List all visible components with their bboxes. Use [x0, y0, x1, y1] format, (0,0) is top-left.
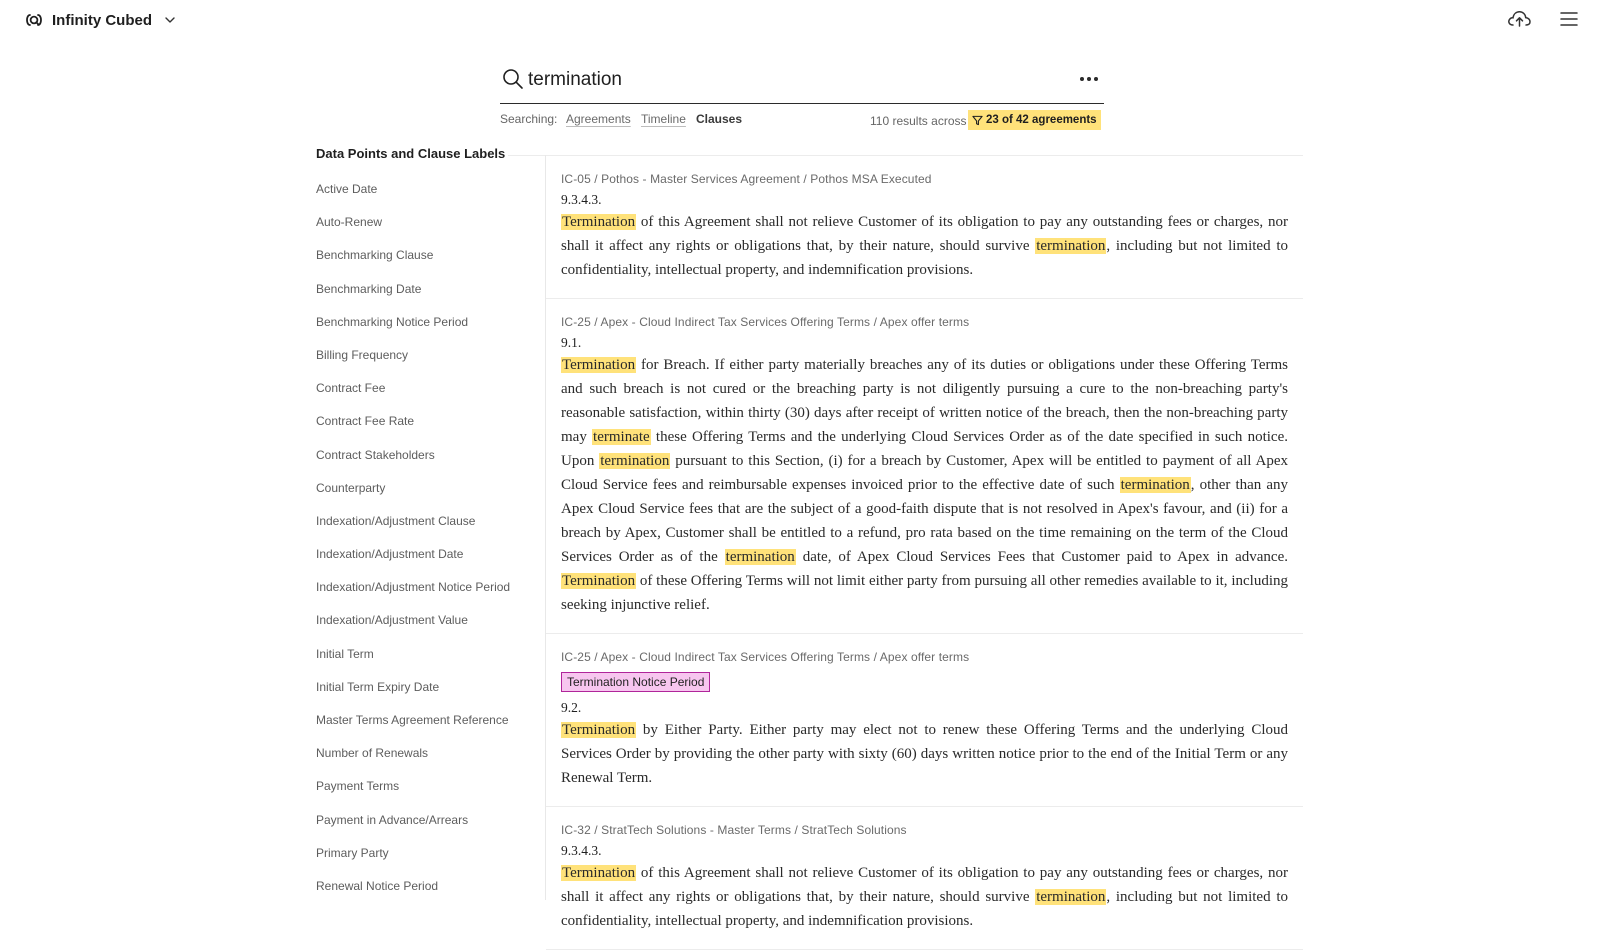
- sidebar-item[interactable]: Indexation/Adjustment Date: [316, 547, 464, 562]
- search-highlight: Termination: [562, 214, 636, 230]
- search-highlight: Termination: [562, 357, 636, 373]
- result-breadcrumb[interactable]: IC-32 / StratTech Solutions - Master Terms / StratTech Solutions: [561, 823, 907, 837]
- sidebar-item[interactable]: Contract Fee Rate: [316, 414, 415, 429]
- search-bar: [500, 62, 1104, 104]
- results-count: 110 results across: [870, 114, 967, 128]
- clause-text-segment: by Either Party. Either party may elect not to renew these Offering Terms and the underlying Cloud Services Order by providing the other party with sixty (60) days written notice prior to the end of the Initial Term or any Renewal Term.: [561, 722, 1288, 786]
- search-highlight: termination: [1120, 477, 1190, 493]
- search-highlight: Termination: [562, 865, 636, 881]
- sidebar-item[interactable]: Renewal Notice Period: [316, 878, 439, 893]
- sidebar-item[interactable]: Auto-Renew: [316, 215, 383, 230]
- search-highlight: termination: [600, 453, 670, 469]
- search-highlight: termination: [725, 549, 795, 565]
- clause-text-segment: of these Offering Terms will not limit either party from pursuing all other remedies available to it, including seeking injunctive relief.: [561, 573, 1288, 613]
- workspace-switcher[interactable]: [24, 10, 176, 30]
- sidebar-item[interactable]: Benchmarking Notice Period: [316, 314, 469, 329]
- search-highlight: Termination: [562, 573, 636, 589]
- sidebar-item[interactable]: Benchmarking Clause: [316, 248, 434, 263]
- clause-number: 9.3.4.3.: [561, 192, 602, 207]
- sidebar-item[interactable]: Indexation/Adjustment Clause: [316, 513, 476, 528]
- clause-text-segment: pursuant to this Section, (i) for a breach by Customer, Apex will be entitled to payment of all Apex Cloud Service fees and reimbursable expenses invoiced prior to the effective date of such: [561, 453, 1288, 493]
- clause-labels-sidebar: [316, 146, 546, 912]
- clause-number: 9.1.: [561, 335, 582, 350]
- search-input[interactable]: [528, 64, 1048, 96]
- result-breadcrumb[interactable]: IC-25 / Apex - Cloud Indirect Tax Services Offering Terms / Apex offer terms: [561, 315, 970, 329]
- sidebar-item[interactable]: Payment in Advance/Arrears: [316, 812, 469, 827]
- clause-text-segment: for Breach. If either party materially breaches any of its duties or obligations under these Offering Terms and such breach is not cured or the breaching party is not diligently pursuing a cure to the non-breaching party's reasonable satisfaction, within thirty (30) days after receipt of written notice of the breach, then the non-breaching party may: [561, 357, 1288, 445]
- clause-number: 9.3.4.3.: [561, 843, 602, 858]
- scope-clauses-link[interactable]: Clauses: [696, 112, 743, 126]
- clause-text-segment: , other than any Apex Cloud Service fees that are the subject of a good-faith dispute that is not resolved in Apex's favour, and (ii) for a breach by Apex, Customer shall be entitled to a refund, pro rata based on the time remaining on the term of the Cloud Services Order as of the: [561, 477, 1288, 565]
- result-breadcrumb[interactable]: IC-05 / Pothos - Master Services Agreement / Pothos MSA Executed: [561, 172, 932, 186]
- dot-icon: [1094, 77, 1098, 81]
- scope-timeline-link[interactable]: Timeline: [641, 112, 686, 126]
- clause-text: [561, 861, 1288, 933]
- sidebar-item[interactable]: Payment Terms: [316, 779, 400, 794]
- sidebar-item[interactable]: Initial Term Expiry Date: [316, 679, 440, 694]
- clause-text-segment: of this Agreement shall not relieve Customer of its obligation to pay any outstanding fees or charges, nor shall it affect any rights or obligations that, by their nature, should survive: [561, 214, 1288, 254]
- clause-text: [561, 210, 1288, 282]
- clause-number: 9.2.: [561, 700, 582, 715]
- sidebar-item[interactable]: Indexation/Adjustment Value: [316, 613, 468, 628]
- sidebar-item[interactable]: Indexation/Adjustment Notice Period: [316, 580, 511, 595]
- result-card[interactable]: [546, 299, 1303, 634]
- more-options-button[interactable]: [1080, 74, 1100, 84]
- clause-text-segment: date, of Apex Cloud Services Fees that Customer paid to Apex in advance.: [795, 549, 1288, 565]
- result-card[interactable]: [546, 634, 1303, 807]
- sidebar-item[interactable]: Active Date: [316, 182, 378, 196]
- cloud-upload-icon[interactable]: [1506, 8, 1532, 30]
- sidebar-item[interactable]: Benchmarking Date: [316, 281, 422, 296]
- hamburger-menu-icon[interactable]: [1560, 10, 1578, 28]
- sidebar-item[interactable]: Number of Renewals: [316, 746, 429, 761]
- workspace-name: Infinity Cubed: [52, 11, 152, 29]
- agreements-filter-button[interactable]: [968, 110, 1101, 130]
- sidebar-item[interactable]: Primary Party: [316, 845, 389, 860]
- dot-icon: [1087, 77, 1091, 81]
- sidebar-item[interactable]: Contract Stakeholders: [316, 447, 435, 462]
- sidebar-item[interactable]: Initial Term: [316, 646, 374, 661]
- sidebar-title: Data Points and Clause Labels: [316, 146, 506, 161]
- clause-text-segment: of this Agreement shall not relieve Customer of its obligation to pay any outstanding fees or charges, nor shall it affect any rights or obligations that, by their nature, should survive: [561, 865, 1288, 905]
- search-highlight: termination: [1036, 238, 1106, 254]
- result-breadcrumb[interactable]: IC-25 / Apex - Cloud Indirect Tax Services Offering Terms / Apex offer terms: [561, 650, 970, 664]
- search-icon: [502, 68, 524, 90]
- sidebar-list: [316, 182, 546, 912]
- clause-text-segment: these Offering Terms and the underlying Cloud Services Order as of the date specified in such notice. Upon: [561, 429, 1288, 469]
- sidebar-item[interactable]: Master Terms Agreement Reference: [316, 713, 509, 727]
- sidebar-item[interactable]: Counterparty: [316, 480, 386, 495]
- search-highlight: terminate: [593, 429, 650, 445]
- clause-text: [561, 718, 1288, 790]
- chevron-down-icon: [164, 14, 176, 26]
- clause-text-segment: , including but not limited to confidentiality, intellectual property, and indemnification provisions.: [561, 238, 1288, 278]
- filter-icon: [972, 115, 983, 126]
- sidebar-item[interactable]: Contract Fee: [316, 381, 386, 396]
- sidebar-item[interactable]: Billing Frequency: [316, 347, 409, 362]
- clause-text-segment: , including but not limited to confidentiality, intellectual property, and indemnification provisions.: [561, 889, 1288, 929]
- result-card[interactable]: [546, 156, 1303, 299]
- clause-text: [561, 353, 1288, 617]
- result-card[interactable]: [546, 807, 1303, 950]
- infinity-cubed-logo-icon: [24, 10, 44, 30]
- search-scope-bar: [500, 110, 1104, 130]
- dot-icon: [1080, 77, 1084, 81]
- scope-agreements-link[interactable]: Agreements: [566, 112, 631, 126]
- searching-label: Searching:: [500, 112, 558, 126]
- top-bar: [0, 0, 1600, 40]
- search-highlight: Termination: [562, 722, 636, 738]
- filter-badge-label: 23 of 42 agreements: [986, 114, 1097, 126]
- clause-label-tag[interactable]: Termination Notice Period: [561, 672, 710, 692]
- search-results: [546, 156, 1303, 950]
- search-highlight: termination: [1036, 889, 1106, 905]
